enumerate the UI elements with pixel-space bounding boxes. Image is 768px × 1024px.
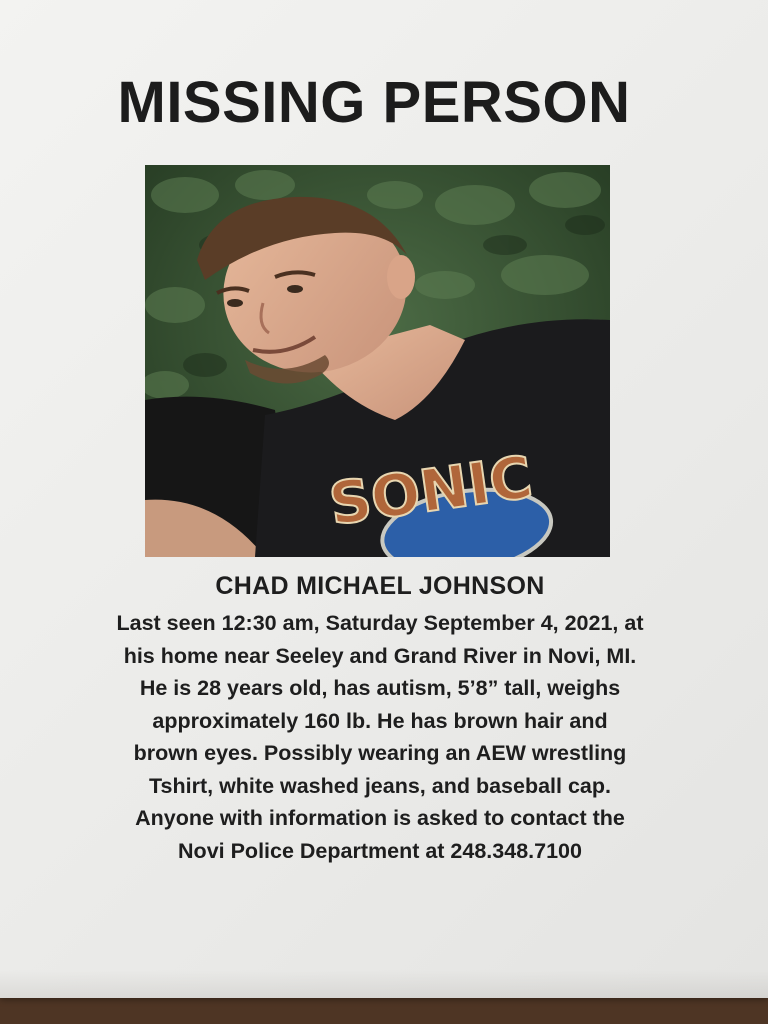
description-line: his home near Seeley and Grand River in Novi, MI. <box>123 643 637 668</box>
description-line: Last seen 12:30 am, Saturday September 4, 2021, at <box>116 611 644 635</box>
description-line: Anyone with information is asked to contact the <box>135 806 625 830</box>
paper-shadow <box>0 970 768 998</box>
description-line: Novi Police Department at 248.348.7100 <box>178 838 582 863</box>
person-name: CHAD MICHAEL JOHNSON <box>215 572 545 600</box>
description-line: Tshirt, white washed jeans, and baseball cap. <box>149 773 611 798</box>
description-line: approximately 160 lb. He has brown hair and <box>152 708 608 733</box>
headline: MISSING PERSON <box>117 70 631 135</box>
description-line: brown eyes. Possibly wearing an AEW wrestling <box>133 741 627 765</box>
shirt-logo-text: SONIC <box>325 442 537 539</box>
missing-person-photo <box>145 165 610 557</box>
description-line: He is 28 years old, has autism, 5’8” tall, weighs <box>139 676 621 700</box>
description <box>60 607 700 867</box>
